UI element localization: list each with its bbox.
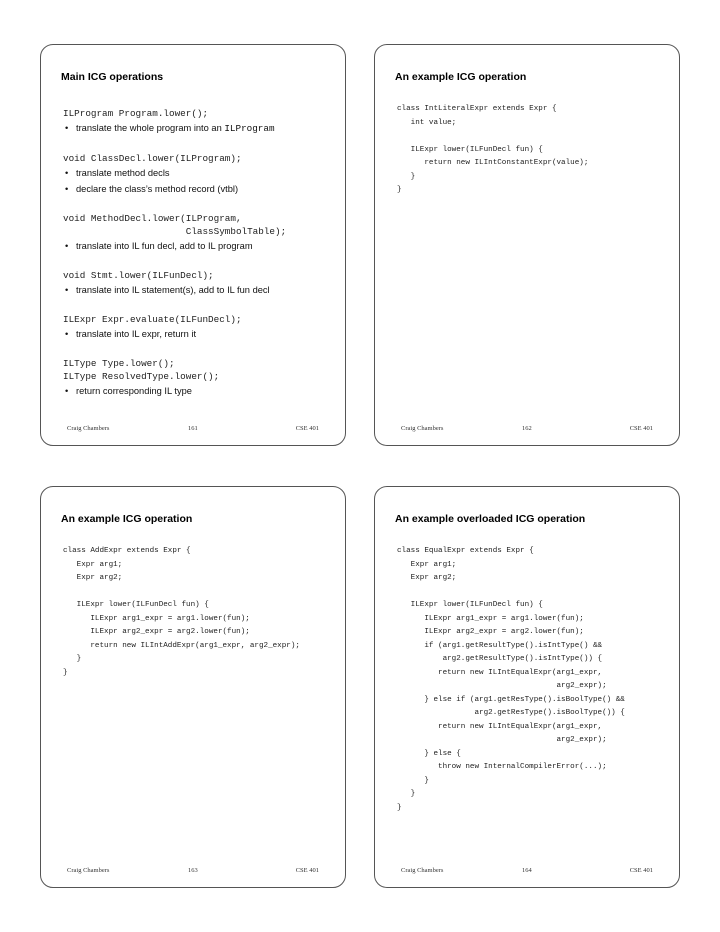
method-signature: ClassSymbolTable);: [63, 226, 287, 237]
code-line: [397, 586, 673, 600]
method-signature: ILProgram Program.lower();: [63, 108, 209, 119]
code-line: Expr arg1;: [397, 560, 457, 569]
code-line: }: [63, 655, 82, 663]
footer-course: CSE 401: [629, 867, 653, 874]
block-spacer: [63, 342, 335, 357]
bullet-item: [63, 120, 335, 137]
code-line: return new ILIntEqualExpr(arg1_expr,: [397, 668, 603, 677]
slide-title: An example ICG operation: [61, 513, 193, 525]
block-spacer: [63, 137, 335, 152]
code-line: throw new InternalCompilerError(...);: [397, 763, 607, 771]
code-line: ILExpr arg1_expr = arg1.lower(fun);: [63, 614, 250, 623]
method-signature: ILType ResolvedType.lower();: [63, 371, 220, 382]
code-line: }: [397, 172, 416, 181]
code-line: ILExpr lower(ILFunDecl fun) {: [397, 145, 543, 154]
bullet-item: [63, 282, 335, 298]
bullet-icon: •: [65, 123, 69, 133]
footer-course: CSE 401: [295, 867, 319, 874]
code-line: arg2_expr);: [397, 682, 607, 690]
code-block: [397, 545, 673, 815]
method-signature: void MethodDecl.lower(ILProgram,: [63, 213, 242, 224]
slide-161: [40, 44, 346, 446]
code-line: return new ILIntEqualExpr(arg1_expr,: [397, 722, 603, 731]
code-line: }: [397, 186, 402, 194]
footer-author: Craig Chambers: [67, 425, 110, 432]
footer-page-number: 162: [522, 425, 532, 432]
bullet-item: [63, 165, 335, 181]
code-line: } else {: [397, 749, 461, 758]
method-signature: ILType Type.lower();: [63, 358, 175, 369]
bullet-text: translate into IL statement(s), add to IL fun decl: [76, 285, 270, 295]
footer-author: Craig Chambers: [401, 425, 444, 432]
block-spacer: [63, 254, 335, 269]
code-line: int value;: [397, 118, 457, 127]
code-line: class IntLiteralExpr extends Expr {: [397, 105, 557, 113]
bullet-code: ILProgram: [224, 123, 275, 134]
code-line: } else if (arg1.getResType().isBoolType() &&: [397, 695, 625, 704]
bullet-item: [63, 238, 335, 254]
slide-title: An example ICG operation: [395, 71, 527, 83]
slide-title: An example overloaded ICG operation: [395, 513, 586, 525]
footer-author: Craig Chambers: [401, 867, 444, 874]
code-line: return new ILIntConstantExpr(value);: [397, 159, 589, 167]
code-line: [63, 586, 339, 600]
bullet-icon: •: [65, 285, 69, 295]
bullet-icon: •: [65, 329, 69, 339]
code-line: ILExpr arg2_expr = arg2.lower(fun);: [397, 628, 584, 636]
code-line: arg2.getResType().isBoolType()) {: [397, 709, 625, 717]
bullet-text: translate method decls: [76, 168, 170, 178]
code-line: arg2.getResultType().isIntType()) {: [397, 655, 603, 663]
bullet-item: [63, 181, 335, 197]
bullet-text: translate the whole program into an: [76, 123, 225, 133]
code-line: }: [397, 803, 402, 812]
bullet-icon: •: [65, 184, 69, 194]
bullet-item: [63, 326, 335, 342]
code-block: [63, 545, 339, 680]
slide-162: [374, 44, 680, 446]
bullet-text: return corresponding IL type: [76, 386, 192, 396]
code-line: }: [397, 776, 429, 785]
footer-page-number: 164: [522, 867, 532, 874]
footer-course: CSE 401: [629, 425, 653, 432]
code-line: ILExpr arg1_expr = arg1.lower(fun);: [397, 614, 584, 623]
code-line: class AddExpr extends Expr {: [63, 547, 191, 555]
code-line: class EqualExpr extends Expr {: [397, 547, 534, 555]
code-line: ILExpr arg2_expr = arg2.lower(fun);: [63, 628, 250, 636]
slide-body: [63, 107, 335, 399]
code-line: }: [63, 668, 68, 677]
bullet-icon: •: [65, 386, 69, 396]
slide-164: [374, 486, 680, 888]
code-line: Expr arg2;: [63, 574, 123, 582]
code-line: arg2_expr);: [397, 736, 607, 744]
block-spacer: [63, 298, 335, 313]
block-spacer: [63, 197, 335, 212]
bullet-text: translate into IL expr, return it: [76, 329, 197, 339]
code-line: ILExpr lower(ILFunDecl fun) {: [397, 601, 543, 609]
bullet-icon: •: [65, 241, 69, 251]
bullet-text: declare the class’s method record (vtbl): [76, 184, 239, 194]
slide-163: [40, 486, 346, 888]
footer-page-number: 161: [188, 425, 198, 432]
bullet-icon: •: [65, 168, 69, 178]
footer-page-number: 163: [188, 867, 198, 874]
footer-course: CSE 401: [295, 425, 319, 432]
code-line: Expr arg1;: [63, 560, 123, 569]
method-signature: ILExpr Expr.evaluate(ILFunDecl);: [63, 314, 242, 325]
code-line: return new ILIntAddExpr(arg1_expr, arg2_expr);: [63, 641, 300, 650]
slide-title: Main ICG operations: [61, 71, 164, 83]
footer-author: Craig Chambers: [67, 867, 110, 874]
code-block: [397, 103, 673, 198]
code-line: Expr arg2;: [397, 574, 457, 582]
code-line: ILExpr lower(ILFunDecl fun) {: [63, 601, 209, 609]
method-signature: void Stmt.lower(ILFunDecl);: [63, 270, 214, 281]
bullet-item: [63, 383, 335, 399]
code-line: [397, 130, 673, 144]
code-line: if (arg1.getResultType().isIntType() &&: [397, 641, 603, 650]
code-line: }: [397, 790, 416, 798]
bullet-text: translate into IL fun decl, add to IL program: [76, 241, 253, 251]
method-signature: void ClassDecl.lower(ILProgram);: [63, 153, 242, 164]
